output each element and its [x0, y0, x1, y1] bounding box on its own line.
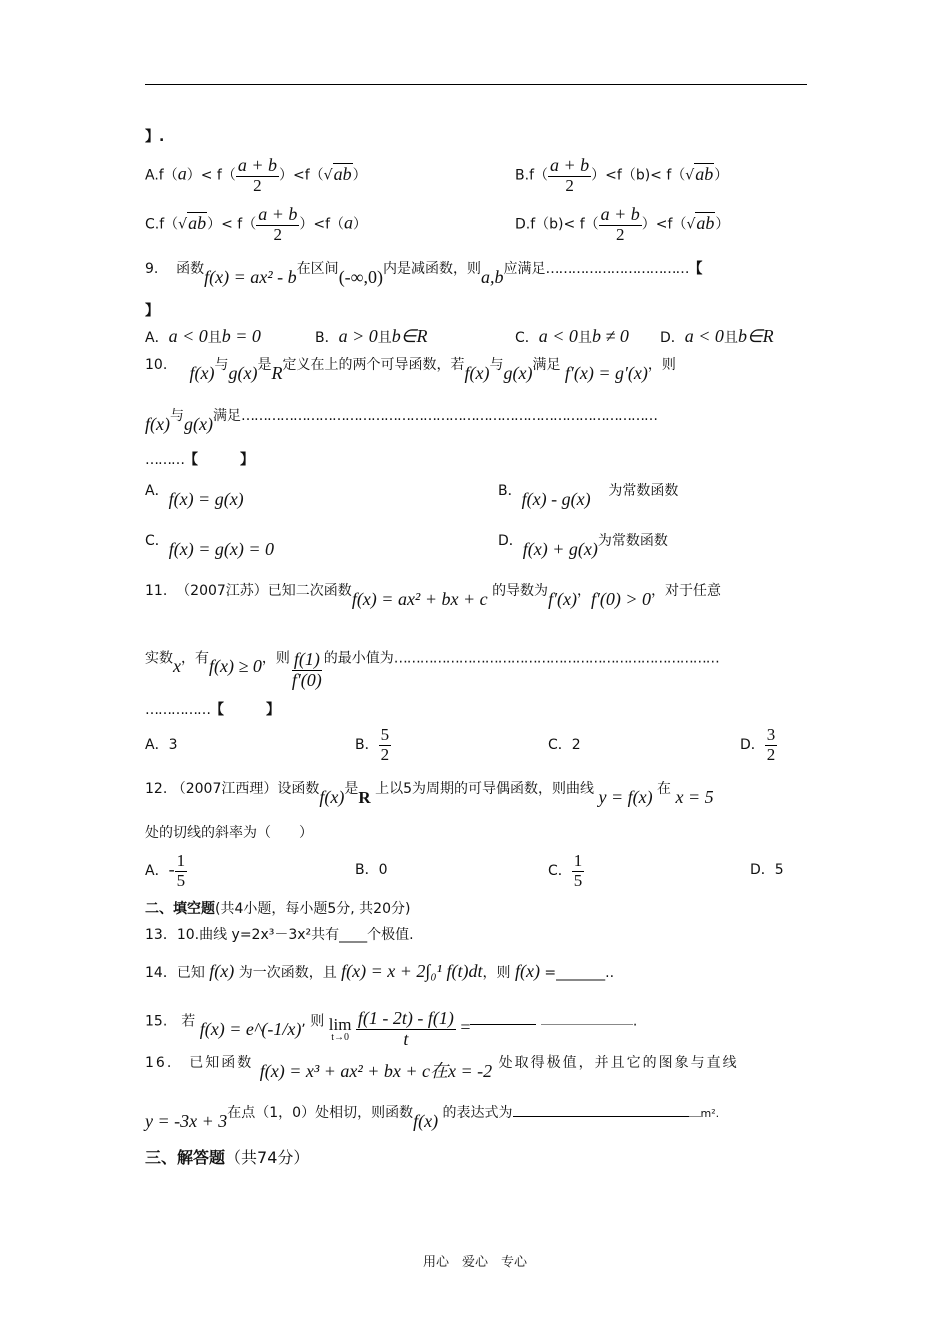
q9-option-c: C．a < 0且b ≠ 0 — [515, 326, 629, 346]
page-footer: 用心 爱心 专心 — [422, 1255, 527, 1270]
q10-option-a: A．f(x) = g(x) — [145, 483, 244, 509]
q10-line2: f(x)与g(x)满足…………………………………………………………………………………… — [145, 408, 657, 434]
q9-option-b: B．a > 0且b∈R — [315, 326, 428, 346]
bracket-close: 】. — [145, 129, 165, 145]
q12-option-a: A．- $\frac{1}{5}$ — [145, 851, 186, 890]
q12-option-b: B．0 — [355, 862, 388, 878]
q8-option-d: D.f（b)< f（ $\frac{a + b}{2}$ ）<f（√ab） — [515, 204, 730, 244]
header-rule — [145, 84, 807, 85]
q10-line3: ………【 】 — [145, 452, 254, 468]
q11-option-d: D． $\frac{3}{2}$ — [740, 725, 776, 764]
q14: 14．已知 f(x) 为一次函数，且 f(x) = x + 2∫₀¹ f(t)dt，则 f(x) =_______.. — [145, 961, 615, 981]
q9-option-a: A．a < 0且b = 0 — [145, 326, 261, 346]
q9-option-d: D．a < 0且b∈R — [660, 326, 774, 346]
q12-stem: 12. （2007江西理）设函数f(x)是R 上以5为周期的可导偶函数，则曲线 y = f(x) 在 x = 5 — [145, 781, 714, 807]
q11-line2: 实数x，有f(x) ≥ 0，则 $\frac{f(1)}{f'(0)}$ 的最小值为………………………………………………………………… — [145, 649, 719, 690]
q12-option-d: D．5 — [750, 862, 784, 878]
q10-option-c: C．f(x) = g(x) = 0 — [145, 533, 275, 559]
q12-line2: 处的切线的斜率为（ ） — [145, 825, 313, 841]
q10-option-d: D．f(x) + g(x)为常数函数 — [498, 533, 668, 559]
q11-stem: 11. （2007江苏）已知二次函数f(x) = ax² + bx + c 的导数为f′(x)，f′(0) > 0，对于任意 — [145, 583, 722, 609]
q13: 13．10.曲线 y=2x³－3x²共有____个极值. — [145, 927, 414, 943]
q11-option-b: B． $\frac{5}{2}$ — [355, 725, 390, 764]
q16-line2: y = -3x + 3在点（1，0）处相切，则函数f(x) 的表达式为 m². — [145, 1105, 720, 1131]
q9-bracket-close: 】 — [145, 303, 159, 319]
q12-option-c: C． $\frac{1}{5}$ — [548, 851, 583, 890]
q8-option-c: C.f（√ab）< f（ $\frac{a + b}{2}$ ）<f（a） — [145, 204, 368, 244]
q11-option-c: C．2 — [548, 737, 581, 753]
q11-line3: ……………【 】 — [145, 702, 280, 718]
section3-heading: 三、解答题（共74分） — [145, 1148, 310, 1167]
q16-stem: 16. 已知函数 f(x) = x³ + ax² + bx + c在x = -2 处取得极值，并且它的图象与直线 — [145, 1055, 739, 1081]
q9-stem: 9. 函数f(x) = ax² - b在区间(-∞,0)内是减函数，则a,b应满足……………………………【 — [145, 261, 703, 287]
q8-option-b: B.f（ $\frac{a + b}{2}$ ）<f（b)< f（√ab） — [515, 155, 729, 195]
q11-option-a: A．3 — [145, 737, 178, 753]
q15: 15. 若 f(x) = e^(-1/x), 则 lim t→0 $\frac{f(1 - 2t) - f(1)}{t}$ = . — [145, 1008, 638, 1049]
q10-stem: 10. f(x)与g(x)是R定义在上的两个可导函数，若f(x)与g(x)满足 f′(x) = g′(x)，则 — [145, 357, 676, 383]
q8-option-a: A.f（a）< f（ $\frac{a + b}{2}$ ）<f（√ab） — [145, 155, 367, 195]
section2-heading: 二、填空题(共4小题，每小题5分, 共20分) — [145, 901, 411, 917]
q10-option-b: B．f(x) - g(x) 为常数函数 — [498, 483, 679, 509]
